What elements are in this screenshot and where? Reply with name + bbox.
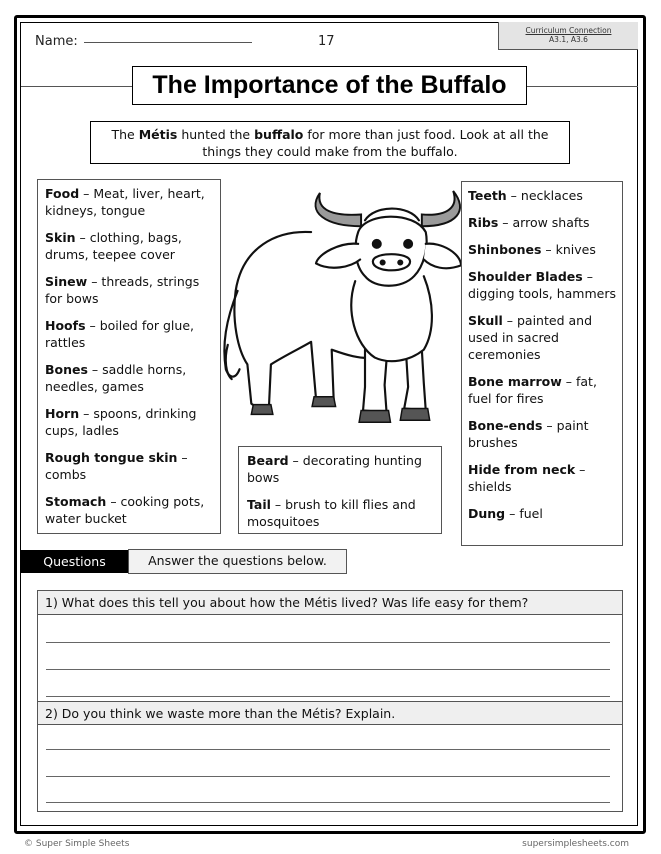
list-item xyxy=(468,417,616,451)
item-term: Horn xyxy=(45,406,80,421)
item-desc: – arrow shafts xyxy=(498,215,590,230)
writing-line[interactable] xyxy=(46,802,610,803)
list-item xyxy=(247,496,433,530)
intro-text: The xyxy=(111,127,139,142)
item-desc: – Meat, liver, heart, kidneys, tongue xyxy=(45,186,205,218)
item-term: Stomach xyxy=(45,494,107,509)
list-item xyxy=(45,449,213,483)
middle-uses-list xyxy=(238,446,442,534)
item-term: Tail xyxy=(247,497,271,512)
item-term: Rough tongue skin xyxy=(45,450,178,465)
page-title: The Importance of the Buffalo xyxy=(132,66,527,105)
writing-line[interactable] xyxy=(46,669,610,670)
item-desc: – combs xyxy=(45,450,188,482)
item-desc: – paint brushes xyxy=(468,418,589,450)
list-item xyxy=(468,187,616,204)
list-item xyxy=(45,405,213,439)
name-line[interactable] xyxy=(84,32,252,43)
page-number: 17 xyxy=(318,34,335,49)
item-term: Shoulder Blades xyxy=(468,269,583,284)
item-desc: – fuel xyxy=(505,506,543,521)
writing-line[interactable] xyxy=(46,749,610,750)
item-term: Beard xyxy=(247,453,289,468)
item-desc: – knives xyxy=(541,242,596,257)
list-item xyxy=(45,317,213,351)
answer-lines-1[interactable] xyxy=(38,615,622,701)
list-item xyxy=(45,361,213,395)
item-term: Hoofs xyxy=(45,318,86,333)
item-desc: – brush to kill flies and mosquitoes xyxy=(247,497,416,529)
list-item xyxy=(468,268,616,302)
right-uses-list xyxy=(461,181,623,546)
intro-text: hunted the xyxy=(177,127,255,142)
intro-bold-metis: Métis xyxy=(138,127,178,142)
curriculum-connection-box xyxy=(498,22,638,50)
list-item xyxy=(45,185,213,219)
item-term: Skin xyxy=(45,230,76,245)
question-2: 2) Do you think we waste more than the Métis? Explain. xyxy=(38,701,622,725)
questions-instruction: Answer the questions below. xyxy=(128,549,347,574)
answer-area xyxy=(37,590,623,812)
list-item xyxy=(468,312,616,363)
item-term: Food xyxy=(45,186,80,201)
list-item xyxy=(468,461,616,495)
intro-text: for more than just food. Look at all the things they could make from the buffalo. xyxy=(202,127,549,159)
item-desc: – fat, fuel for fires xyxy=(468,374,597,406)
item-desc: – painted and used in sacred ceremonies xyxy=(468,313,592,362)
buffalo-illustration xyxy=(218,183,463,438)
item-term: Shinbones xyxy=(468,242,542,257)
questions-tab: Questions xyxy=(21,550,128,573)
item-term: Skull xyxy=(468,313,503,328)
name-label: Name: xyxy=(35,34,78,49)
writing-line[interactable] xyxy=(46,696,610,697)
item-desc: – clothing, bags, drums, teepee cover xyxy=(45,230,182,262)
footer-copyright: © Super Simple Sheets xyxy=(24,839,130,849)
name-field[interactable] xyxy=(35,34,252,49)
curriculum-title: Curriculum Connection xyxy=(525,26,612,35)
intro-bold-buffalo: buffalo xyxy=(254,127,304,142)
item-desc: – necklaces xyxy=(506,188,583,203)
list-item xyxy=(468,241,616,258)
list-item xyxy=(468,214,616,231)
left-uses-list xyxy=(37,179,221,534)
intro-box xyxy=(90,121,570,164)
item-term: Teeth xyxy=(468,188,507,203)
item-desc: – saddle horns, needles, games xyxy=(45,362,187,394)
item-term: Bones xyxy=(45,362,88,377)
list-item xyxy=(45,493,213,527)
item-term: Ribs xyxy=(468,215,499,230)
item-desc: – shields xyxy=(468,462,586,494)
item-desc: – cooking pots, water bucket xyxy=(45,494,205,526)
writing-line[interactable] xyxy=(46,642,610,643)
item-term: Bone-ends xyxy=(468,418,543,433)
item-term: Sinew xyxy=(45,274,88,289)
answer-lines-2[interactable] xyxy=(38,725,622,811)
question-1: 1) What does this tell you about how the Métis lived? Was life easy for them? xyxy=(38,591,622,615)
item-desc: – decorating hunting bows xyxy=(247,453,422,485)
writing-line[interactable] xyxy=(46,776,610,777)
list-item xyxy=(468,505,616,522)
footer-website[interactable]: supersimplesheets.com xyxy=(522,839,629,849)
list-item xyxy=(45,273,213,307)
item-desc: – spoons, drinking cups, ladles xyxy=(45,406,197,438)
item-desc: – digging tools, hammers xyxy=(468,269,616,301)
curriculum-codes: A3.1, A3.6 xyxy=(549,35,588,44)
item-desc: – threads, strings for bows xyxy=(45,274,200,306)
list-item xyxy=(247,452,433,486)
item-term: Dung xyxy=(468,506,506,521)
item-term: Bone marrow xyxy=(468,374,562,389)
item-term: Hide from neck xyxy=(468,462,576,477)
item-desc: – boiled for glue, rattles xyxy=(45,318,194,350)
list-item xyxy=(468,373,616,407)
list-item xyxy=(45,229,213,263)
